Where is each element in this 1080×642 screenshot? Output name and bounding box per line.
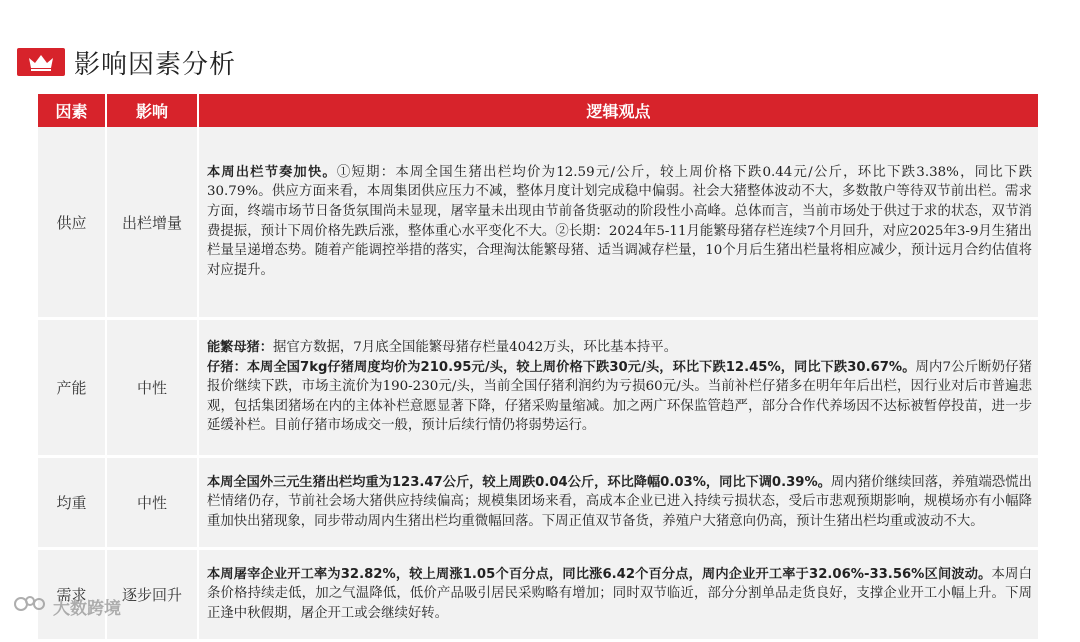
factor-cell: 需求 <box>38 550 107 642</box>
table-row-demand <box>38 550 1038 642</box>
watermark <box>12 594 121 619</box>
impact-cell: 中性 <box>107 320 199 458</box>
header-impact: 影响 <box>107 94 199 127</box>
logic-lead: 本周全国外三元生猪出栏均重为123.47公斤，较上周跌0.04公斤，环比降幅0.03%，同比下调0.39%。 <box>207 474 831 490</box>
header-factor: 因素 <box>38 94 107 127</box>
factor-cell: 均重 <box>38 458 107 550</box>
crown-icon <box>17 48 65 76</box>
factor-cell: 供应 <box>38 127 107 320</box>
logic-body: 周内猪价继续回落，养殖端恐慌出栏情绪仍存，节前社会场大猪供应持续偏高；规模集团场来看，高成本企业已进入持续亏损状态，受后市悲观预期影响，规模场亦有小幅降重加快出猪现象，同步带动周内生猪出栏均重微幅回落。下周正值双节备货，养殖户大猪意向仍高，预计生猪出栏均重或波动不大。 <box>207 474 1032 529</box>
watermark-text: 大数跨境 <box>53 599 121 619</box>
logic-cell <box>199 127 1038 320</box>
logic-body: 本周白条价格持续走低，加之气温降低，低价产品吸引居民采购略有增加；同时双节临近，部分分割单品走货良好，支撑企业开工小幅上升。下周正逢中秋假期，屠企开工或会继续好转。 <box>207 566 1032 621</box>
factor-cell: 产能 <box>38 320 107 458</box>
logic-cell <box>199 550 1038 642</box>
impact-cell: 中性 <box>107 458 199 550</box>
page-title: 影响因素分析 <box>74 49 237 80</box>
header-logic: 逻辑观点 <box>199 94 1038 127</box>
impact-cell: 逐步回升 <box>107 550 199 642</box>
impact-cell: 出栏增量 <box>107 127 199 320</box>
logic-body: ①短期：本周全国生猪出栏均价为12.59元/公斤，较上周价格下跌0.44元/公斤，环比下跌3.38%，同比下跌30.79%。供应方面来看，本周集团供应压力不减，整体月度计划完成稳中偏弱。社会大猪整体波动不大，多数散户等待双节前出栏。需求方面，终端市场节日备货氛围尚未显现，屠宰量未出现由节前备货驱动的阶段性小高峰。总体而言，当前市场处于供过于求的状态，双节消费提振，预计下周价格先跌后涨，整体重心水平变化不大。②长期：2024年5-11月能繁母猪存栏连续7个月回升，对应2025年3-9月生猪出栏量呈递增态势。随着产能调控举措的落实，合理淘汰能繁母猪、适当调减存栏量，10个月后生猪出栏量将相应减少，预计远月合约估值将对应提升。 <box>207 164 1032 278</box>
table-row-supply <box>38 127 1038 320</box>
logic-cell <box>199 320 1038 458</box>
table-row-weight <box>38 458 1038 550</box>
watermark-logo-icon <box>12 594 48 619</box>
logic-body: 据官方数据，7月底全国能繁母猪存栏量4042万头，环比基本持平。 <box>272 340 678 356</box>
table-header-row <box>38 94 1038 127</box>
section-header <box>17 42 236 82</box>
logic-body: 周内7公斤断奶仔猪报价继续下跌，市场主流价为190-230元/头，当前全国仔猪利润约为亏损60元/头。当前补栏仔猪多在明年年后出栏，因行业对后市普遍悲观，包括集团猪场在内的主体补栏意愿显著下降，仔猪采购量缩减。加之两广环保监管趋严，部分合作代养场因不达标被暂停投苗，进一步延缓补栏。目前仔猪市场成交一般，预计后续行情仍将弱势运行。 <box>207 359 1032 434</box>
table-row-capacity <box>38 320 1038 458</box>
logic-lead: 能繁母猪： <box>207 340 273 356</box>
logic-lead: 仔猪：本周全国7kg仔猪周度均价为210.95元/头，较上周价格下跌30元/头，环比下跌12.45%，同比下跌30.67%。 <box>207 359 916 375</box>
analysis-table <box>38 94 1038 642</box>
logic-lead: 本周出栏节奏加快。 <box>207 164 337 180</box>
logic-lead: 本周屠宰企业开工率为32.82%，较上周涨1.05个百分点，同比涨6.42个百分点，周内企业开工率于32.06%-33.56%区间波动。 <box>207 566 992 582</box>
logic-cell <box>199 458 1038 550</box>
